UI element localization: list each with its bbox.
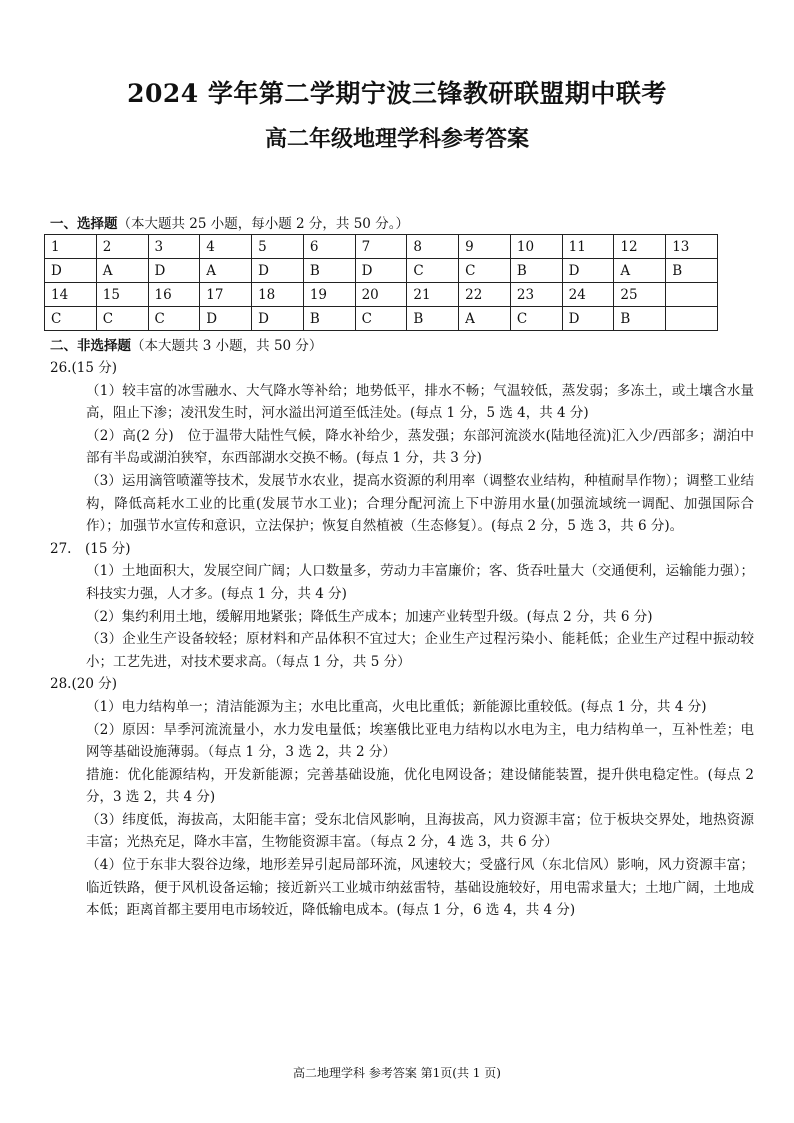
table-cell: A	[459, 307, 511, 331]
q26-answer-3: （3）运用滴管喷灌等技术，发展节水农业，提高水资源的利用率（调整农业结构，种植耐旱作物）；调整工业结构，降低高耗水工业的比重(发展节水工业)；合理分配河流上下中游用水量(加强流域统一调配、加强国际合作）；加强节水宣传和意识，立法保护；恢复自然植被（生态修复）。(每点 2 分，5 选 3，共 6 分)。	[86, 472, 754, 535]
table-cell: 15	[96, 283, 148, 307]
table-cell: 9	[459, 235, 511, 259]
q27-answer-2: （2）集约利用土地，缓解用地紧张；降低生产成本；加速产业转型升级。(每点 2 分，共 6 分)	[86, 608, 653, 625]
table-cell: C	[459, 259, 511, 283]
table-row	[45, 283, 718, 307]
q27-answer-3: （3）企业生产设备较轻；原材料和产品体积不宜过大；企业生产过程污染小、能耗低；企业生产过程中振动较小；工艺先进，对技术要求高。（每点 1 分，共 5 分）	[86, 631, 754, 670]
q27-answer-1: （1）土地面积大，发展空间广阔；人口数量多，劳动力丰富廉价；客、货吞吐量大（交通便利，运输能力强）；科技实力强，人才多。(每点 1 分，共 4 分)	[86, 563, 754, 602]
table-cell: D	[252, 259, 304, 283]
answer-body	[50, 357, 754, 922]
question-27-label: 27. (15 分)	[50, 540, 131, 557]
table-cell: 3	[148, 235, 200, 259]
table-cell: 13	[666, 235, 718, 259]
table-cell: D	[45, 259, 97, 283]
table-cell: 20	[355, 283, 407, 307]
q26-answer-2: （2）高(2 分) 位于温带大陆性气候，降水补给少，蒸发强；东部河流淡水(陆地径流)汇入少/西部多；湖泊中部有半岛或湖泊狭窄，东西部湖水交换不畅。(每点 1 分，共 3 分)	[86, 427, 754, 467]
table-cell: D	[355, 259, 407, 283]
table-cell: A	[614, 259, 666, 283]
table-cell	[666, 283, 718, 307]
q28-answer-4: （4）位于东非大裂谷边缘，地形差异引起局部环流，风速较大；受盛行风（东北信风）影响，风力资源丰富；临近铁路，便于风机设备运输；接近新兴工业城市纳兹雷特，基础设施较好，用电需求量大；土地广阔，土地成本低；距离首都主要用电市场较近，降低输电成本。(每点 1 分，6 选 4，共 4 分)	[86, 857, 754, 919]
table-cell: B	[510, 259, 562, 283]
table-cell	[666, 307, 718, 331]
table-cell: 12	[614, 235, 666, 259]
question-26-label: 26.(15 分)	[50, 360, 117, 376]
section-heading-nonchoice	[50, 334, 322, 354]
table-cell: C	[407, 259, 459, 283]
table-cell: B	[303, 259, 355, 283]
table-cell: C	[510, 307, 562, 331]
table-cell: 22	[459, 283, 511, 307]
table-cell: C	[45, 307, 97, 331]
table-cell: 19	[303, 283, 355, 307]
table-cell: D	[252, 307, 304, 331]
q28-answer-3: （3）纬度低，海拔高，太阳能丰富；受东北信风影响，且海拔高，风力资源丰富；位于板块交界处，地热资源丰富；光热充足，降水丰富，生物能资源丰富。（每点 2 分，4 选 3，共 6 分）	[86, 811, 754, 851]
table-cell: 25	[614, 283, 666, 307]
table-cell: C	[96, 307, 148, 331]
table-cell: 1	[45, 235, 97, 259]
page-subtitle: 高二年级地理学科参考答案	[264, 126, 529, 152]
table-row	[45, 307, 718, 331]
section-title: 二、非选择题	[50, 338, 131, 354]
question-28-label: 28.(20 分)	[50, 676, 117, 693]
table-cell: D	[562, 259, 614, 283]
table-cell: 6	[303, 235, 355, 259]
table-cell: B	[303, 307, 355, 331]
table-cell: 2	[96, 235, 148, 259]
table-cell: 23	[510, 283, 562, 307]
table-cell: 4	[200, 235, 252, 259]
table-cell: D	[148, 259, 200, 283]
table-cell: 11	[562, 235, 614, 259]
table-cell: 24	[562, 283, 614, 307]
table-cell: B	[614, 307, 666, 331]
q28-answer-1: （1）电力结构单一；清洁能源为主；水电比重高，火电比重低；新能源比重较低。(每点 1 分，共 4 分)	[86, 698, 707, 715]
table-cell: B	[666, 259, 718, 283]
section-note: （本大题共 25 小题，每小题 2 分，共 50 分。）	[117, 216, 409, 232]
table-row	[45, 259, 718, 283]
page-footer: 高二地理学科 参考答案 第1页(共 1 页)	[293, 1066, 501, 1080]
table-cell: 7	[355, 235, 407, 259]
table-cell: C	[355, 307, 407, 331]
table-cell: 14	[45, 283, 97, 307]
q28-answer-2-measures: 措施：优化能源结构，开发新能源；完善基础设施，优化电网设备；建设储能装置，提升供电稳定性。(每点 2 分，3 选 2，共 4 分)	[86, 766, 754, 806]
table-cell: 21	[407, 283, 459, 307]
table-cell: 18	[252, 283, 304, 307]
table-cell: C	[148, 307, 200, 331]
table-cell: 8	[407, 235, 459, 259]
table-cell: 10	[510, 235, 562, 259]
table-cell: A	[200, 259, 252, 283]
q26-answer-1: （1）较丰富的冰雪融水、大气降水等补给；地势低平，排水不畅；气温较低，蒸发弱；多冻土，或土壤含水量高，阻止下渗；凌汛发生时，河水溢出河道至低洼处。(每点 1 分，5 选 4，共 4 分)	[86, 382, 754, 422]
table-cell: D	[562, 307, 614, 331]
answer-table	[44, 234, 718, 331]
q28-answer-2: （2）原因：旱季河流流量小，水力发电量低；埃塞俄比亚电力结构以水电为主，电力结构单一，互补性差；电网等基础设施薄弱。（每点 1 分，3 选 2，共 2 分）	[86, 721, 754, 761]
section-note: （本大题共 3 小题，共 50 分）	[131, 338, 323, 354]
section-title: 一、选择题	[50, 216, 118, 232]
table-cell: 16	[148, 283, 200, 307]
page-title: 2024 学年第二学期宁波三锋教研联盟期中联考	[127, 79, 667, 108]
table-cell: 5	[252, 235, 304, 259]
table-row	[45, 235, 718, 259]
table-cell: D	[200, 307, 252, 331]
section-heading-choice	[50, 212, 409, 232]
table-cell: A	[96, 259, 148, 283]
table-cell: 17	[200, 283, 252, 307]
table-cell: B	[407, 307, 459, 331]
